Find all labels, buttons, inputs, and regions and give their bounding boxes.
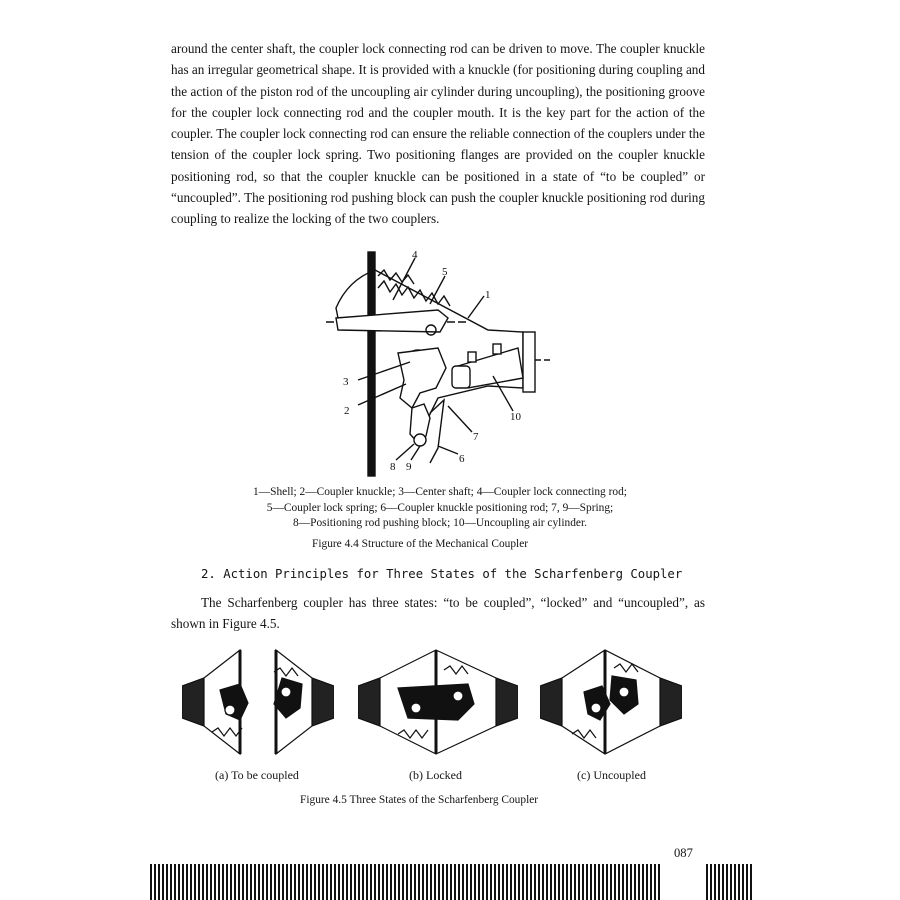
legend-line: 5—Coupler lock spring; 6—Coupler knuckle positioning rod; 7, 9—Spring; (266, 501, 614, 514)
label-4: 4 (412, 249, 418, 261)
label-5: 5 (442, 266, 448, 278)
subcaption-a: (a) To be coupled (215, 768, 299, 782)
label-6: 6 (459, 453, 465, 465)
subcaption-c: (c) Uncoupled (577, 768, 646, 782)
lock-connecting-rod (336, 310, 448, 332)
legend-line: 8—Positioning rod pushing block; 10—Uncoupling air cylinder. (293, 517, 587, 529)
legend-line: 1—Shell; 2—Coupler knuckle; 3—Center shaft; 4—Coupler lock connecting rod; (253, 486, 627, 498)
label-2: 2 (344, 405, 350, 417)
figure-4-4-diagram (318, 248, 558, 480)
subcaption-b: (b) Locked (409, 768, 462, 782)
figure-4-5-panel-b (358, 648, 518, 756)
label-9: 9 (406, 461, 412, 473)
body-paragraph-1: around the center shaft, the coupler lock connecting rod can be driven to move. The coupler knuckle has an irregular geometrical shape. It is provided with a knuckle (for positioning during coupling and the action of the piston rod of the uncoupling air cylinder during uncoupling), the positioning groove for the coupler lock connecting rod and the coupler mouth. It is the key part for the action of the coupler. The coupler lock connecting rod can ensure the reliable connection of the couplers under the tension of the coupler lock spring. Two positioning flanges are provided on the coupler knuckle positioning rod, so that the coupler knuckle can be positioned in a state of “to be coupled” or “uncoupled”. The positioning rod pushing block can push the coupler knuckle positioning rod during coupling to realize the locking of the two couplers. (171, 41, 705, 227)
coupler-lock-spring (378, 281, 450, 306)
page-number: 087 (674, 846, 693, 860)
figure-4-4-legend (190, 485, 690, 532)
label-7: 7 (473, 431, 479, 443)
mounting-plate (368, 252, 375, 476)
section-heading: 2. Action Principles for Three States of the Scharfenberg Coupler (201, 567, 683, 581)
figure-4-5-panel-a (182, 648, 334, 756)
label-1: 1 (485, 289, 491, 301)
barcode-right (706, 864, 752, 900)
figure-4-5-panel-c (540, 648, 682, 756)
barcode-left (150, 864, 662, 900)
figure-4-4-title: Figure 4.4 Structure of the Mechanical Coupler (312, 538, 529, 550)
label-8: 8 (390, 461, 396, 473)
label-3: 3 (343, 376, 349, 388)
coupler-knuckle (398, 348, 446, 408)
figure-4-5-title: Figure 4.5 Three States of the Scharfenberg Coupler (300, 794, 539, 806)
label-10: 10 (510, 411, 521, 423)
body-paragraph-2: The Scharfenberg coupler has three states: “to be coupled”, “locked” and “uncoupled”, as shown in Figure 4.5. (171, 595, 705, 632)
